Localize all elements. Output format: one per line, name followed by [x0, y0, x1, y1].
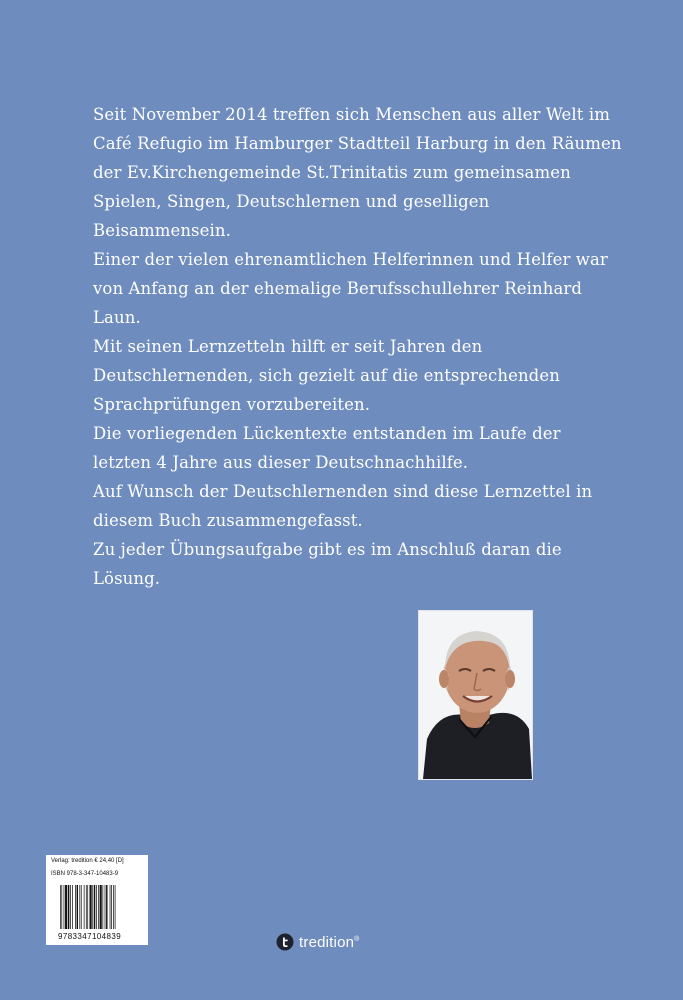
- publisher-logo: [276, 932, 360, 952]
- barcode-digits: 9783347104839: [58, 932, 122, 941]
- barcode-bar: [105, 885, 106, 929]
- blurb-paragraph: Auf Wunsch der Deutschlernenden sind diese Lernzettel in diesem Buch zusammengefasst.: [93, 482, 593, 530]
- publisher-name: tredition®: [299, 933, 360, 951]
- blurb-paragraph: Die vorliegenden Lückentexte entstanden im Laufe der letzten 4 Jahre aus dieser Deutschnachhilfe.: [93, 424, 561, 472]
- barcode-bar: [106, 885, 107, 929]
- barcode-bar: [90, 885, 92, 929]
- blurb-paragraph: Mit seinen Lernzetteln hilft er seit Jahren den Deutschlernenden, sich gezielt auf die entsprechenden Sprachprüfungen vorzubereiten.: [93, 337, 560, 414]
- barcode-bar: [96, 885, 97, 929]
- author-portrait-image: [419, 611, 532, 779]
- barcode-bar: [115, 885, 116, 929]
- barcode-bar: [65, 885, 67, 929]
- barcode-bar: [64, 885, 65, 929]
- publisher-price-line: Verlag: tredition € 24,40 [D]: [51, 858, 124, 864]
- barcode-bar: [75, 885, 76, 929]
- blurb-paragraph: Einer der vielen ehrenamtlichen Helferinnen und Helfer war von Anfang an der ehemalige Berufsschullehrer Reinhard Laun.: [93, 250, 608, 327]
- author-photo: [418, 610, 533, 780]
- barcode-bars: [60, 885, 136, 929]
- barcode-bar: [60, 885, 61, 929]
- barcode-bar: [70, 885, 71, 929]
- barcode-bar: [92, 885, 93, 929]
- barcode-bar: [113, 885, 114, 929]
- barcode-bar: [81, 885, 82, 929]
- barcode-bar: [100, 885, 102, 929]
- barcode-label: [46, 855, 148, 945]
- barcode-bar: [61, 885, 62, 929]
- barcode-bar: [72, 885, 73, 929]
- barcode-bar: [79, 885, 80, 929]
- barcode-bar: [77, 885, 78, 929]
- tredition-logo-icon: [276, 933, 294, 951]
- barcode-bar: [84, 885, 85, 929]
- barcode-bar: [111, 885, 112, 929]
- registered-mark: ®: [354, 935, 360, 943]
- back-cover-blurb: [93, 100, 623, 593]
- barcode-bar: [68, 885, 69, 929]
- barcode-bar: [110, 885, 111, 929]
- barcode-bar: [94, 885, 95, 929]
- barcode-bar: [98, 885, 99, 929]
- blurb-paragraph: Zu jeder Übungsaufgabe gibt es im Anschluß daran die Lösung.: [93, 540, 562, 588]
- isbn-line: ISBN 978-3-347-10483-9: [51, 871, 119, 877]
- blurb-paragraph: Seit November 2014 treffen sich Menschen aus aller Welt im Café Refugio im Hamburger Stadtteil Harburg in den Räumen der Ev.Kirchengemeinde St.Trinitatis zum gemeinsamen Spielen, Singen, Deutschlernen und geselligen Beisammensein.: [93, 105, 622, 240]
- barcode-bar: [87, 885, 88, 929]
- barcode-bar: [102, 885, 103, 929]
- barcode-bar: [86, 885, 87, 929]
